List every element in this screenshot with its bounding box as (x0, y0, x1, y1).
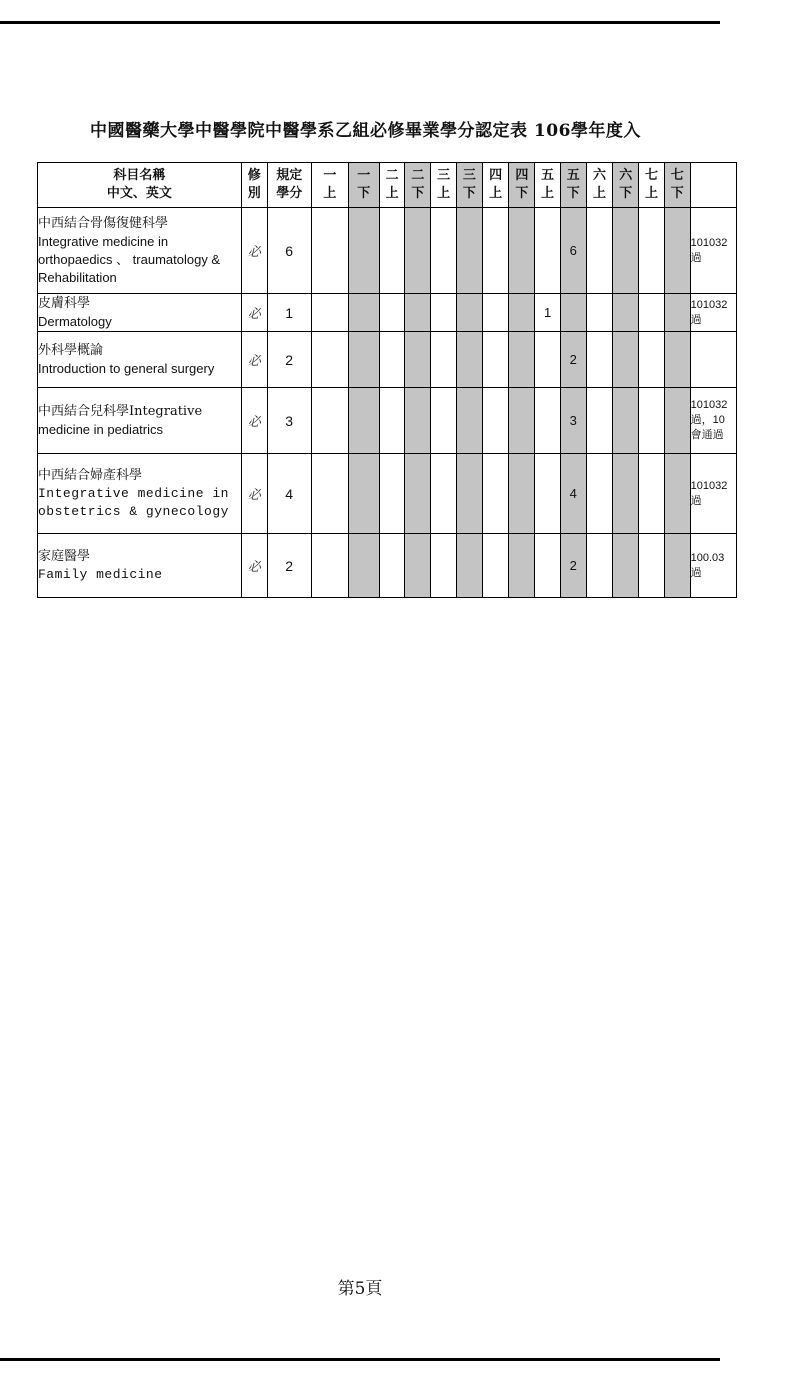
header-sem-8 (509, 163, 535, 208)
course-type-cell: 必 (241, 454, 267, 534)
remarks-cell (690, 454, 736, 534)
semester-cell-12 (613, 388, 639, 454)
semester-cell-8 (509, 208, 535, 294)
header-type-line1: 修 (247, 168, 261, 183)
header-sem-9 (535, 163, 561, 208)
bottom-rule (0, 1358, 720, 1361)
header-sem-7-term: 上 (489, 186, 503, 201)
semester-cell-13 (639, 294, 665, 332)
semester-cell-2 (348, 534, 379, 598)
header-sem-5-term: 上 (437, 186, 451, 201)
semester-cell-2 (348, 388, 379, 454)
semester-cell-10: 2 (560, 332, 586, 388)
header-sem-1 (311, 163, 348, 208)
header-sem-14-term: 下 (670, 186, 684, 201)
semester-cell-14 (664, 208, 690, 294)
semester-cell-4 (405, 208, 431, 294)
header-sem-10-year: 五 (566, 168, 580, 183)
semester-cell-6 (456, 388, 482, 454)
semester-cell-5 (431, 454, 457, 534)
header-sem-4-term: 下 (411, 186, 425, 201)
header-sem-13-year: 七 (645, 168, 659, 183)
credits-cell: 2 (267, 332, 311, 388)
semester-cell-6 (456, 208, 482, 294)
semester-cell-2 (348, 332, 379, 388)
header-sem-3-year: 二 (385, 168, 399, 183)
semester-cell-14 (664, 534, 690, 598)
semester-cell-1 (311, 388, 348, 454)
header-sem-9-year: 五 (541, 168, 555, 183)
semester-cell-7 (482, 208, 509, 294)
header-sem-4-year: 二 (411, 168, 425, 183)
semester-cell-2 (348, 454, 379, 534)
course-name-en: Dermatology (38, 313, 112, 329)
semester-cell-14 (664, 294, 690, 332)
semester-cell-4 (405, 388, 431, 454)
semester-cell-8 (509, 294, 535, 332)
table-row (38, 208, 737, 294)
semester-cell-9: 1 (535, 294, 561, 332)
semester-cell-11 (586, 332, 613, 388)
semester-cell-8 (509, 534, 535, 598)
course-name-zh: 外科學概論 (38, 342, 104, 358)
header-sem-3-term: 上 (385, 186, 399, 201)
semester-cell-13 (639, 388, 665, 454)
remarks-line: 過，10 (690, 414, 725, 426)
semester-cell-7 (482, 294, 509, 332)
header-sem-10-term: 下 (566, 186, 580, 201)
semester-cell-12 (613, 454, 639, 534)
semester-cell-1 (311, 454, 348, 534)
remarks-line: 過 (690, 494, 702, 507)
credits-cell: 6 (267, 208, 311, 294)
semester-cell-7 (482, 534, 509, 598)
table-row (38, 388, 737, 454)
remarks-line: 101032 (690, 399, 728, 411)
header-sem-12 (613, 163, 639, 208)
course-name-zh: 中西結合兒科學Integrative (38, 403, 203, 419)
header-sem-6-year: 三 (462, 168, 476, 183)
table-row (38, 534, 737, 598)
semester-cell-12 (613, 534, 639, 598)
semester-cell-13 (639, 332, 665, 388)
header-course-name (38, 163, 242, 208)
semester-cell-9 (535, 454, 561, 534)
semester-cell-6 (456, 534, 482, 598)
header-sem-9-term: 上 (541, 186, 555, 201)
header-sem-13-term: 上 (645, 186, 659, 201)
header-sem-12-term: 下 (619, 186, 633, 201)
credits-cell: 3 (267, 388, 311, 454)
semester-cell-11 (586, 454, 613, 534)
header-credits (267, 163, 311, 208)
course-name-cell (38, 208, 242, 294)
course-name-cell (38, 294, 242, 332)
remarks-line: 101032 (690, 479, 728, 492)
remarks-cell (690, 388, 736, 454)
course-name-en: Family medicine (38, 566, 163, 582)
header-sem-3 (379, 163, 405, 208)
page-number: 第5頁 (337, 1279, 383, 1299)
semester-cell-7 (482, 388, 509, 454)
course-type-cell: 必 (241, 208, 267, 294)
page-title: 中國醫藥大學中醫學院中醫學系乙組必修畢業學分認定表 106學年度入 (90, 121, 641, 141)
header-sem-14 (664, 163, 690, 208)
header-sem-2-term: 下 (357, 186, 371, 201)
semester-cell-6 (456, 294, 482, 332)
semester-cell-4 (405, 332, 431, 388)
semester-cell-5 (431, 208, 457, 294)
course-name-en: Integrative medicine in obstetrics & gynecology (38, 485, 229, 519)
semester-cell-10: 6 (560, 208, 586, 294)
semester-cell-8 (509, 454, 535, 534)
semester-cell-3 (379, 388, 405, 454)
header-sem-7 (482, 163, 509, 208)
semester-cell-11 (586, 208, 613, 294)
header-sem-5 (431, 163, 457, 208)
semester-cell-10: 4 (560, 454, 586, 534)
course-name-cell (38, 454, 242, 534)
course-name-zh: 家庭醫學 (38, 548, 91, 564)
header-sem-12-year: 六 (619, 168, 633, 183)
header-course-name-line2: 中文、英文 (106, 186, 172, 201)
header-remarks (690, 163, 736, 208)
remarks-line: 過 (690, 566, 702, 579)
semester-cell-1 (311, 208, 348, 294)
remarks-cell (690, 294, 736, 332)
course-name-zh: 皮膚科學 (38, 295, 91, 311)
remarks-cell (690, 332, 736, 388)
table-row (38, 294, 737, 332)
header-type-line2: 別 (247, 186, 261, 201)
header-sem-14-year: 七 (670, 168, 684, 183)
semester-cell-11 (586, 388, 613, 454)
semester-cell-14 (664, 388, 690, 454)
header-credits-line2: 學分 (276, 186, 303, 201)
semester-cell-14 (664, 332, 690, 388)
course-name-en: Introduction to general surgery (38, 360, 215, 376)
semester-cell-13 (639, 454, 665, 534)
header-sem-4 (405, 163, 431, 208)
semester-cell-3 (379, 454, 405, 534)
remarks-line: 過 (690, 251, 702, 264)
course-name-zh: 中西結合骨傷復健科學 (38, 215, 169, 231)
course-type-cell: 必 (241, 294, 267, 332)
remarks-line: 101032 (690, 236, 728, 249)
semester-cell-9 (535, 388, 561, 454)
course-name-en: Integrative medicine in orthopaedics 、 traumatology & Rehabilitation (38, 233, 221, 285)
semester-cell-13 (639, 208, 665, 294)
semester-cell-5 (431, 294, 457, 332)
course-type-cell: 必 (241, 332, 267, 388)
course-type-cell: 必 (241, 534, 267, 598)
semester-cell-1 (311, 534, 348, 598)
semester-cell-1 (311, 332, 348, 388)
header-sem-8-year: 四 (515, 168, 529, 183)
header-type (241, 163, 267, 208)
header-sem-6 (456, 163, 482, 208)
semester-cell-10 (560, 294, 586, 332)
semester-cell-14 (664, 454, 690, 534)
header-sem-6-term: 下 (462, 186, 476, 201)
remarks-line: 過 (690, 313, 702, 326)
semester-cell-11 (586, 294, 613, 332)
remarks-line: 101032 (690, 298, 728, 311)
semester-cell-12 (613, 208, 639, 294)
course-name-cell (38, 332, 242, 388)
header-credits-line1: 規定 (276, 168, 303, 183)
semester-cell-12 (613, 294, 639, 332)
top-rule (0, 21, 720, 24)
semester-cell-4 (405, 294, 431, 332)
table-row (38, 454, 737, 534)
header-sem-1-term: 上 (323, 186, 337, 201)
semester-cell-9 (535, 208, 561, 294)
credit-table (37, 162, 737, 598)
semester-cell-3 (379, 294, 405, 332)
header-sem-1-year: 一 (323, 168, 337, 183)
credits-cell: 2 (267, 534, 311, 598)
header-sem-11-year: 六 (593, 168, 607, 183)
semester-cell-7 (482, 454, 509, 534)
semester-cell-4 (405, 534, 431, 598)
semester-cell-2 (348, 294, 379, 332)
semester-cell-5 (431, 534, 457, 598)
semester-cell-12 (613, 332, 639, 388)
remarks-line: 會通過 (690, 429, 724, 441)
semester-cell-6 (456, 454, 482, 534)
remarks-cell (690, 534, 736, 598)
semester-cell-9 (535, 332, 561, 388)
semester-cell-10: 3 (560, 388, 586, 454)
remarks-cell (690, 208, 736, 294)
header-course-name-line1: 科目名稱 (113, 168, 166, 183)
semester-cell-4 (405, 454, 431, 534)
semester-cell-3 (379, 208, 405, 294)
semester-cell-6 (456, 332, 482, 388)
course-name-cell (38, 534, 242, 598)
semester-cell-3 (379, 332, 405, 388)
header-sem-11 (586, 163, 613, 208)
semester-cell-8 (509, 388, 535, 454)
semester-cell-5 (431, 388, 457, 454)
course-name-cell (38, 388, 242, 454)
semester-cell-8 (509, 332, 535, 388)
semester-cell-13 (639, 534, 665, 598)
header-row (38, 163, 737, 208)
semester-cell-11 (586, 534, 613, 598)
semester-cell-3 (379, 534, 405, 598)
course-name-zh: 中西結合婦產科學 (38, 467, 143, 483)
header-sem-8-term: 下 (515, 186, 529, 201)
course-type-cell: 必 (241, 388, 267, 454)
header-sem-2 (348, 163, 379, 208)
semester-cell-9 (535, 534, 561, 598)
header-sem-11-term: 上 (593, 186, 607, 201)
header-sem-7-year: 四 (489, 168, 503, 183)
semester-cell-7 (482, 332, 509, 388)
credits-cell: 4 (267, 454, 311, 534)
semester-cell-1 (311, 294, 348, 332)
course-name-en: medicine in pediatrics (38, 421, 164, 437)
header-sem-2-year: 一 (357, 168, 371, 183)
semester-cell-5 (431, 332, 457, 388)
header-sem-13 (639, 163, 665, 208)
header-sem-5-year: 三 (437, 168, 451, 183)
semester-cell-10: 2 (560, 534, 586, 598)
table-row (38, 332, 737, 388)
remarks-line: 100.03 (690, 551, 725, 564)
header-sem-10 (560, 163, 586, 208)
semester-cell-2 (348, 208, 379, 294)
credits-cell: 1 (267, 294, 311, 332)
